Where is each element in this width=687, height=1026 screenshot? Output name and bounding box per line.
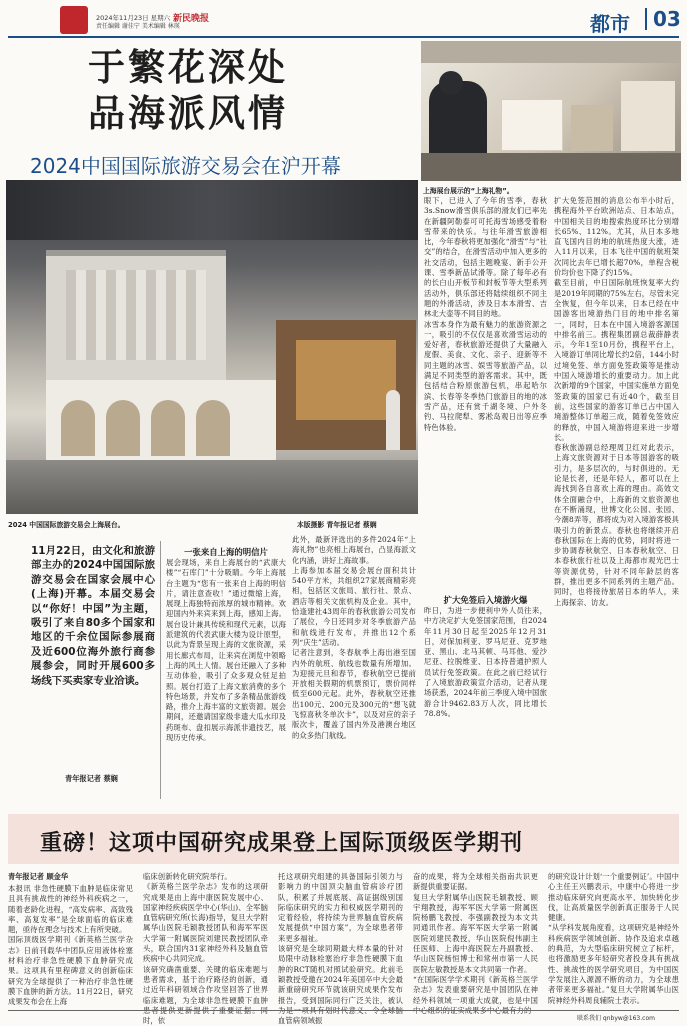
main-photo-credit: 本版摄影 青年报记者 蔡娴 [297, 521, 377, 529]
footer-contact: 联系我们 qnbyw@163.com [577, 1015, 655, 1022]
header-editors: 责任编辑 谢佳宁 美术编辑 林瑛 [96, 23, 180, 30]
lede-byline: 青年报记者 蔡娴 [65, 774, 118, 783]
masthead-logo-text: 新民晚报 [173, 14, 210, 24]
story1-column-5: 扩大免签范围的消息公布半小时后，携程海外平台欧洲站点、日本站点，中国相关目的地搜索热度环比分别增长65%、112%。尤其，从日本多地直飞国内目的地的航班热度大涨，进入11月以来，日本飞往中国的航班架次同比去年已增长超70%，单程含税价均价也下降了约15%。 截至目前，中日国际航班恢复率大约是2019年同期的75%左右，尽管未完全恢复，但今年以来，日本已经在中国游客出境游热门目的地中排名第一，同时，日本在中国入境游客源国中排名前三。携程集团副总裁薛静表示，今年1至10月份，携程平台上，入境游订单同比增长约2倍，144小时过境免签、单方面免签政策等是推动中国入境游增长的重要动力。加上此次新增的9个国家，中国实施单方面免签政策的国家已有近40个，截至目前，这些国家的游客订单已占中国入境游整体订单超三成，随着免签效应的释放，中国入境游将迎来进一步增长。 春秋旅游副总经理周卫红对此表示，上海文旅资源对于日本等国游客的吸引力，是多层次的，与时俱进的。无论是长者，还是年轻人，都可以在上海找到各自喜欢上海的理由。高效文体全面融合中，上海新的文旅资源也在不断涌现，世博文化公园、张园、今潮8弄等，都将成为对入境游客极具吸引力的新景点。春秋也将继续开启春秋国际在上海的优势，同时将进一步协调春秋航空、日本春秋航空、日本春秋旅行社以及上海都市观光巴士等资源优势，针对不同年龄层的客群，推出更多不同系列的主题产品。同时，也将接待旅居日本的华人，来上海探亲、访友。 [554, 196, 679, 607]
masthead-logo-icon [60, 6, 88, 34]
story1-column-4: 眼下，已进入了今年的雪季，春秋3s.Snow滑雪俱乐部的滑友们已率先在新疆阿勒泰可可托海雪场感受着粉雪带来的快乐。与往年滑雪旅游相比，今年春秋将更加强化“滑雪”与“社交”的结合，在滑雪活动中加入更多的社交活动，包括主题晚宴、新手公开课、雪季新品试滑等。除了每年必有的长白山开板节和封板节等大型系列活动外，俱乐部还将陆续组织不同主题的外滑活动，涉及日本本滑雪、吉林北大壶等不同目的地。 冰雪本身作为最有魅力的旅游资源之一，吸引的不仅仅是喜欢滑雪运动的爱好者，春秋旅游还提供了大量融入度假、美食、文化、亲子、迎新等不同主题的冰雪、娱雪等旅游产品，以满足不同类型的游客需求。其中，既包括结合粉原旅游包机，串起哈尔滨、长春等冬季热门旅游目的地的冰雪产品，还有赏千湖冬境、户外冬钓、马拉爬犁、雾凇岛观日出等应季特色体验。 [424, 196, 547, 432]
subhead-visa-free: 扩大免签后入境游火爆 [443, 595, 528, 605]
section-name: 都市 [590, 12, 630, 36]
story2-column-2: 临床创新转化研究院举行。 《新英格兰医学杂志》发布的这项研究成果是由上海中康医院发展中心、国家神经疾病医学中心(华山)、全军脑血管病研究所(长海)指导，复旦大学附属华山医院毛颖教授团队和海军军医大学第一附属医院刘建民教授团队牵头，联合国内31家神经外科及脑血管疾病中心共同完成。 该研究确凿重要、关键的临床难题与患者需求，基于治疗路径的创新，通过近年科研领域合作攻坚回答了世界临床难题，为全球非急性硬膜下血肿 时，依 [143, 872, 268, 1026]
story1-column-3: 此外，最新评选出的多件2024年“上海礼物”也亮相上海展台，凸显海派文化内涵，讲好上海故事。 上海参加本届交易会展台面积共计540平方米，共组织27家展商精彩亮相，包括区文旅局、旅行社、景点、酒店等相关文旅机构及企业。其中，恰逢建社43周年的春秋旅游公司发布了展位，今日还同步对冬季旅游产品和航线进行发布，并推出12个系列“庆生”活动。 记者注意到，冬春航季上海出港至国内外的航班、航线也数量有所增加。为迎接元旦和春节，春秋航空已提前开放相关假期的机票预订，票价同样低至600元起。此外，春秋航空还推出100元、200元及300元的“想飞就飞惊喜秋冬单次卡”，以及对应的亲子版次卡，覆盖了国内外及港澳台地区的众多热门航线。 [292, 535, 416, 740]
story2-headline: 重磅！这项中国研究成果登上国际顶级医学期刊 [40, 831, 524, 856]
side-photo-caption: 上海展台展示的“上海礼物”。 [423, 187, 514, 195]
column-divider [160, 541, 161, 799]
footer-rule [8, 1010, 679, 1011]
subheadline: 2024中国国际旅游交易会在沪开幕 [30, 154, 341, 178]
story2-byline: 青年报记者 顾金华 [8, 872, 69, 881]
story2-column-1: 本报讯 非急性硬膜下血肿是临床常见且具有挑战性的神经外科疾病之一，随着老龄化进程，“高发病率、高致残率、高复发率”是全球面临的临床难题，亟待在理念与技术上有所突破。 国际顶级医学期刊《新英格兰医学杂志》日前刊载华中团队应用液体栓塞材料治疗非急性硬膜下血肿研究成果。这项具有里程碑意义的创新临床研究为全球提供了一种治疗非急性硬膜下血肿的新方法。11月22日，研究成果发布会在上海 [8, 884, 133, 1007]
story1-column-4b: 昨日，为进一步便利中外人员往来，中方决定扩大免签国家范围，自2024年11月30日起至2025年12月31日，对保加利亚、罗马尼亚、克罗地亚、黑山、北马其顿、马耳他、爱沙尼亚、拉脱维亚、日本持普通护照人员试行免签政策。在此之前已经试行了入境旅游政策宣介活动，记者从现场获悉，2024年前三季度入境中国旅游合计9462.83万人次，同比增长78.8%。 [424, 606, 547, 718]
main-photo [6, 180, 418, 514]
header-date: 2024年11月23日 星期六 [96, 14, 171, 22]
header-rule [8, 36, 679, 38]
headline-line-2: 品海派风情 [88, 92, 288, 135]
page-number: 03 [645, 8, 681, 30]
lede-paragraph: 11月22日，由文化和旅游部主办的2024中国国际旅游交易会在国家会展中心(上海)开幕。本届交易会以“你好！中国”为主题，吸引了来自80多个国家和地区的千余位国际参展商及近600位海外旅行商参展参会，同时开展600多场线下买卖家专业洽谈。 [31, 545, 155, 687]
headline-line-1: 于繁花深处 [88, 46, 288, 89]
subhead-postcard: 一张来自上海的明信片 [184, 547, 268, 557]
side-photo [421, 41, 681, 181]
story2-column-4: 奋的成果，将为全球相关指南共识更新提供重要证据。 复旦大学附属华山医院毛颖教授、顾宇翔教授，海军军医大学第一附属医院杨鹏飞教授、李强副教授为本文共同通讯作者。海军军医大学第一附属医院刘建民教授，华山医院倪伟副主任医师、上海中海医院左丹副教授、华山医院杨恒博士和常州市第一人民医院左敏教授是本文共同第一作者。 “在国际医学学术期刊《新英格兰医学杂志》发表重要研究是中国团队在神经外科领域一项重大成就，也是中国 [413, 872, 538, 1005]
story2-column-5: 的研究设计计划‘一个重要例证’。中国中心主任王兴鹏表示，中康中心将进一步推动临床研究向更高水平、加快转化步伐，让高质量医学创新真正服务于人民健康。 “从学科发展角度看，这项研究是神经外科疾病医学领域创新、协作及追求卓越的典范，为大型临床研究树立了标杆，也将激励更多年轻研究者投身具有挑战性、挑战性的医学研究项目，为中国医学发展注入源源不断的动力，为全球患者带来更多福祉。”复旦大学附属华山医院神经外科周良辅院士表示。 [548, 872, 679, 1005]
story2-column-3: 托这项研究组建的具备国际引领力与影响力的中国顶尖脑血管病诊疗团队，积累了并展底展、高证据级别国际临床研究的实力和权威医学期刊的定着经验，将持续为世界脑血管疾病发展提供“中国方案”，为全球患者带来更多福祉。 该研究是全球同期最大样本量的针对局限中动脉栓塞治疗非急性硬膜下血肿的RCT随机对照试验研究。此前毛颖教授受邀在2024年美国卒中大会最新重磅研究环节就该研究成果作发布报告，受到国际同行广泛关注，被认 血管病领域振 [278, 872, 403, 1026]
story1-column-2: 展会现场，来自上海展台的“武康大楼”“石库门”十分吸睛。今年上海展台主题为“您有一张来自上海的明信片，请注意查收！”通过微缩上海，展现上海独特而浓厚的城市精神。欢迎国内外来宾来到上海，感知上海。展台设计兼具传统和现代元素，以海派建筑的代表武康大楼为设计原型，以此为背景呈现上海的文旅资源，采用长廊式布局，让来宾在浏览中领略上海的风土人情。展台还融入了多种互动体验，吸引了众多观众驻足拍照。展台打造了上海文旅消费的多个特色场景，并发布了多条精品旅游线路，推介上海丰富的文旅资源。展会期间，还邀请国家级非遗大瓜水印及药斑布、盘扣展示海派非遗技艺，展现历史传承。 [166, 558, 286, 743]
headline [88, 45, 333, 137]
main-photo-caption: 2024 中国国际旅游交易会上海展台。 [8, 521, 125, 529]
